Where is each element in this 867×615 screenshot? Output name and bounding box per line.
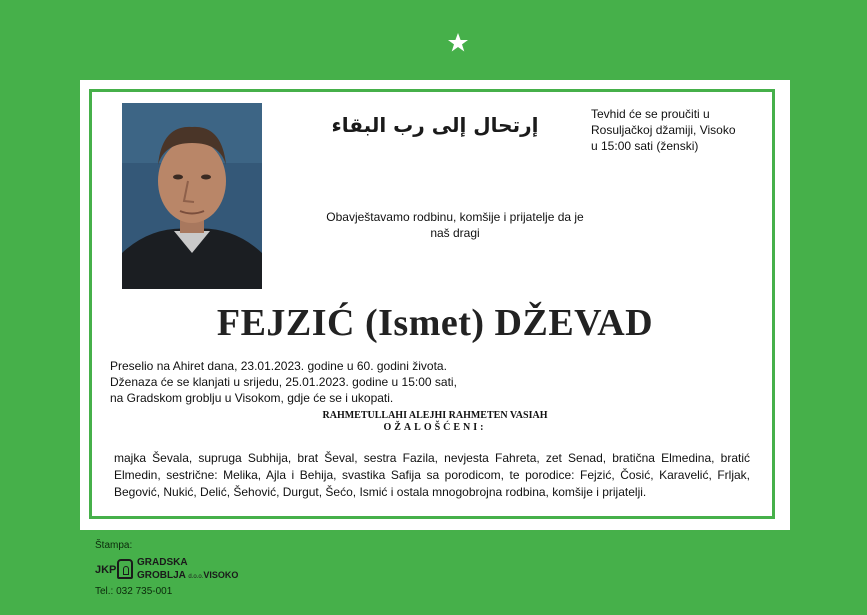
logo-line1: GRADSKA: [137, 557, 188, 568]
announcement-line: Obavještavamo rodbinu, komšije i prijatelje da je: [326, 210, 584, 224]
mourners-heading: OŽALOŠĆENI:: [383, 422, 487, 433]
calligraphy-text: إرتحال إلى رب البقاء: [331, 113, 539, 137]
phone-number: Tel.: 032 735-001: [95, 586, 173, 597]
arabic-calligraphy: [331, 98, 539, 150]
logo-jkp: JKP: [95, 564, 117, 576]
prayer-line: RAHMETULLAHI ALEJHI RAHMETEN VASIAH: [322, 410, 548, 421]
announcement-line: naš dragi: [430, 226, 480, 240]
funeral-details: [110, 358, 750, 406]
logo-doo: d.o.o.: [188, 574, 204, 580]
crescent-star-icon: [400, 6, 480, 72]
announcement: [305, 209, 605, 241]
printer-logo: [95, 556, 255, 584]
obituary-card: [80, 80, 790, 530]
logo-line2: GROBLJA: [137, 570, 186, 581]
logo-line2-row: [137, 569, 238, 583]
mourners-list: majka Ševala, supruga Subhija, brat Ševal, sestra Fazila, nevjesta Fahreta, zet Senad, bratična Elmedina, bratić Elmedin, sestrične: Melika, Ajla i Behija, svastika Safija sa porodicom, te porodice: Fejzić, Čosić, Karavelić, Frljak, Begović, Nukić, Delić, Šehović, Durgut, Šećo, Ismić i ostala mnogobrojna rodbina, komšije i prijatelji.: [114, 451, 750, 499]
details-line: Dženaza će se klanjati u srijedu, 25.01.2023. godine u 15:00 sati,: [110, 375, 457, 389]
deceased-name: FEJZIĆ (Ismet) DŽEVAD: [216, 302, 654, 344]
tevhid-notice: [591, 106, 771, 154]
tevhid-line: Tevhid će se proučiti u: [591, 107, 710, 121]
details-line: na Gradskom groblju u Visokom, gdje će se i ukopati.: [110, 391, 394, 405]
details-line: Preselio na Ahiret dana, 23.01.2023. godine u 60. godini života.: [110, 359, 447, 373]
tevhid-line: u 15:00 sati (ženski): [591, 139, 699, 153]
print-label: Štampa:: [95, 540, 133, 551]
tevhid-line: Rosuljačkoj džamiji, Visoko: [591, 123, 736, 137]
tombstone-icon: [117, 559, 133, 579]
logo-city: VISOKO: [203, 570, 239, 580]
portrait-photo: [122, 103, 262, 289]
